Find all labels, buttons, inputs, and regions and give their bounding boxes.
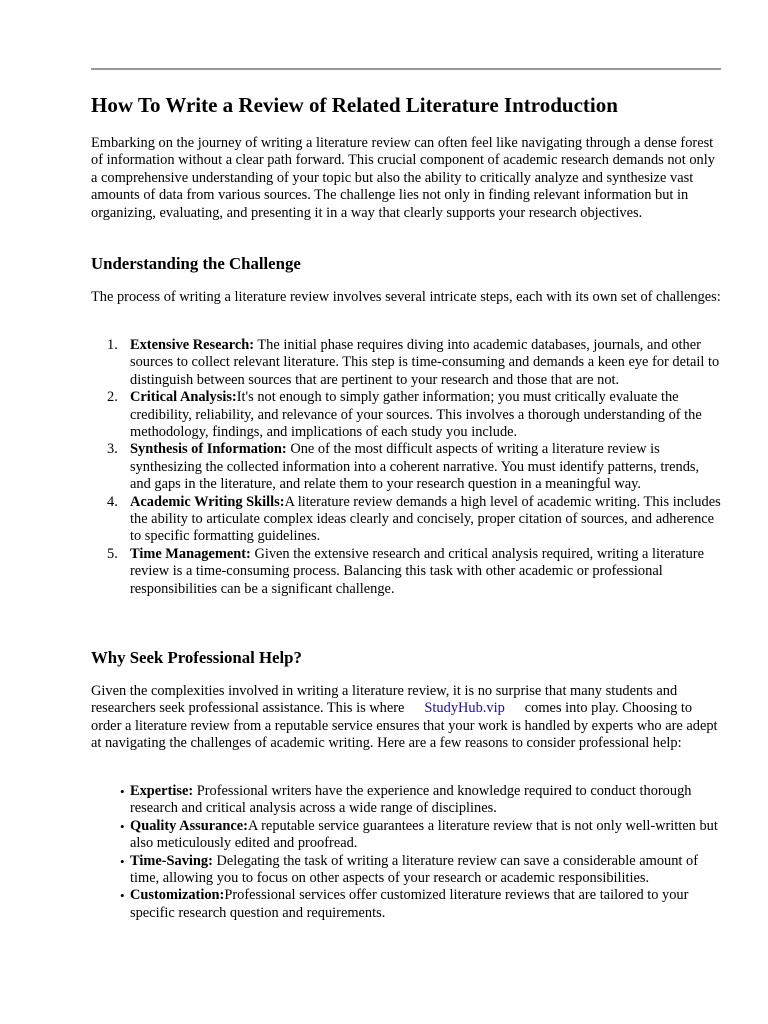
list-item (91, 337, 721, 389)
help-paragraph (91, 683, 721, 753)
list-item-text: A literature review demands a high level of academic writing. This includes the ability to articulate complex ideas clearly and concisely, proper citation of sources, and adherence to specific formatting guidelines. (130, 493, 721, 545)
challenge-lead-paragraph: The process of writing a literature review involves several intricate steps, each with its own set of challenges: (91, 289, 721, 305)
list-number: 2. (107, 389, 118, 406)
list-number: 5. (107, 545, 118, 562)
list-item (91, 783, 721, 818)
list-item-text: Professional services offer customized literature reviews that are tailored to your specific research question and requirements. (130, 887, 689, 921)
list-item-label: Synthesis of Information: (130, 441, 287, 458)
list-item-label: Time Management: (130, 545, 251, 562)
list-number: 1. (107, 337, 118, 353)
list-item (91, 546, 721, 598)
intro-paragraph: Embarking on the journey of writing a literature review can often feel like navigating through a dense forest of information without a clear path forward. This crucial component of academic research demands not only a comprehensive understanding of your topic but also the ability to critically analyze and synthesize vast amounts of data from various sources. The challenge lies not only in finding relevant information but in organizing, evaluating, and presenting it in a way that clearly supports your research objectives. (91, 135, 715, 221)
list-item (91, 494, 721, 546)
list-item-text: A reputable service guarantees a literature review that is not only well-written but also meticulously edited and proofread. (130, 817, 718, 852)
section-heading-challenge: Understanding the Challenge (91, 254, 301, 273)
list-item-label: Quality Assurance: (130, 817, 248, 834)
list-item (91, 853, 721, 888)
bullet-icon: • (120, 888, 125, 904)
top-divider (91, 68, 721, 70)
list-item (91, 818, 721, 853)
list-item-label: Expertise: (130, 783, 194, 799)
list-item-label: Time-Saving: (130, 852, 213, 869)
list-item-text: Delegating the task of writing a literature review can save a considerable amount of time, allowing you to focus on other aspects of your research or academic responsibilities. (130, 852, 698, 887)
list-item-label: Customization: (130, 887, 225, 904)
list-number: 3. (107, 441, 118, 458)
list-item-label: Academic Writing Skills: (130, 493, 285, 510)
list-item-text: The initial phase requires diving into academic databases, journals, and other sources to collect relevant literature. This step is time-consuming and demands a keen eye for detail to distinguish between sources that are pertinent to your research and those that are not. (130, 337, 720, 388)
list-item (91, 887, 721, 922)
page-title: How To Write a Review of Related Literature Introduction (91, 93, 618, 117)
help-text-after-link: comes into play. Choosing to order a literature review from a reputable service ensures that your work is handled by experts who are adept at navigating the challenges of academic writing. Here are a few reasons to consider professional help: (91, 700, 718, 752)
section-heading-help: Why Seek Professional Help? (91, 648, 302, 667)
reasons-bullet-list (91, 783, 721, 922)
list-item-text: Professional writers have the experience and knowledge required to conduct thorough research and critical analysis across a wide range of disciplines. (130, 783, 692, 817)
list-item-text: One of the most difficult aspects of writing a literature review is synthesizing the collected information into a coherent narrative. You must identify patterns, trends, and gaps in the literature, and relate them to your research question in a meaningful way. (130, 441, 700, 493)
bullet-icon: • (120, 853, 125, 869)
studyhub-link[interactable]: StudyHub.vip (424, 700, 505, 717)
list-item-label: Critical Analysis: (130, 389, 237, 406)
bullet-icon: • (120, 784, 125, 799)
list-number: 4. (107, 493, 118, 510)
help-text-before-link: Given the complexities involved in writing a literature review, it is no surprise that many students and researchers seek professional assistance. This is where (91, 683, 678, 717)
list-item-text: It's not enough to simply gather information; you must critically evaluate the credibility, reliability, and relevance of your sources. This involves a thorough understanding of the methodology, findings, and implications of each study you include. (130, 389, 702, 441)
challenge-list (91, 337, 721, 598)
bullet-icon: • (120, 818, 125, 834)
list-item-text: Given the extensive research and critical analysis required, writing a literature review is a time-consuming process. Balancing this task with other academic or professional responsibilities can be a significant challenge. (130, 545, 704, 597)
list-item-label: Extensive Research: (130, 337, 255, 353)
list-item (91, 441, 721, 493)
list-item (91, 389, 721, 441)
